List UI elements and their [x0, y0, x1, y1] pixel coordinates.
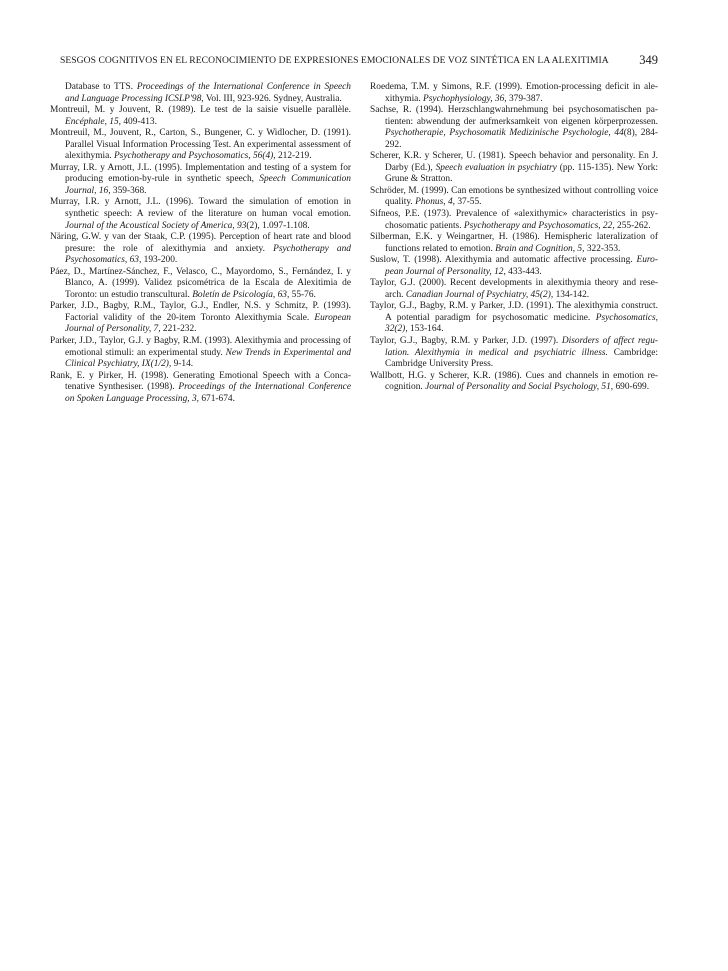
reference-entry: Taylor, G.J., Bagby, R.M. y Parker, J.D. (1997). Disorders of affect regulation. Alexithymia in medical and psychiatric illness. Cambridge: Cambridge University Press.	[370, 336, 659, 370]
reference-entry: Wallbott, H.G. y Scherer, K.R. (1986). Cues and channels in emotion recognition. Journal of Personality and Social Psychology, 51, 690-699.	[370, 370, 658, 393]
reference-entry: Montreuil, M. y Jouvent, R. (1989). Le test de la saisie visuelle parallèle. Encéphale, 15, 409-413.	[50, 105, 351, 127]
reference-entry: Taylor, G.J. (2000). Recent developments in alexithymia theory and research. Canadian Journal of Psychiatry, 45(2), 134-142.	[370, 278, 658, 300]
reference-entry: Roedema, T.M. y Simons, R.F. (1999). Emotion-processing deficit in alexithymia. Psychophysiology, 36, 379-387.	[370, 82, 658, 104]
reference-entry: Parker, J.D., Bagby, R.M., Taylor, G.J., Endler, N.S. y Schmitz, P. (1993). Factorial validity of the 20-item Toronto Alexithymia Scale. European Journal of Personality, 7, 221-232.	[50, 301, 351, 335]
reference-entry: Taylor, G.J., Bagby, R.M. y Parker, J.D. (1991). The alexithymia construct. A potential paradigm for psychosomatic medicine. Psychosomatics, 32(2), 153-164.	[370, 301, 658, 335]
reference-entry: Murray, I.R. y Arnott, J.L. (1996). Toward the simulation of emotion in synthetic speech: A review of the literature on human vocal emotion. Journal of the Acoustical Society of America, 93(2), 1.097-1.108.	[50, 197, 351, 231]
references-left-column	[50, 82, 351, 405]
reference-entry: Näring, G.W. y van der Staak, C.P. (1995). Perception of heart rate and blood presure: the role of alexithymia and anxiety. Psychotherapy and Psychosomatics, 63, 193-200.	[50, 232, 351, 266]
reference-entry: Database to TTS. Proceedings of the International Conference in Speech and Language Processing ICSLP'98, Vol. III, 923-926. Sydney, Australia.	[65, 82, 351, 104]
reference-entry: Parker, J.D., Taylor, G.J. y Bagby, R.M. (1993). Alexithymia and processing of emotional stimuli: an experimental study. New Trends in Experimental and Clinical Psychiatry, IX(1/2), 9-14.	[50, 336, 351, 370]
reference-entry: Páez, D., Martínez-Sánchez, F., Velasco, C., Mayordomo, S., Fernández, I. y Blanco, A. (1999). Validez psicométrica de la Escala de Alexitimia de Toronto: un estudio transcultural. Boletín de Psicología, 63, 55-76.	[50, 266, 351, 300]
reference-entry: Sifneos, P.E. (1973). Prevalence of «alexithymic» characteristics in psychosomatic patients. Psychotherapy and Psychosomatics, 22, 255-262.	[370, 209, 658, 231]
reference-entry: Rank, E. y Pirker, H. (1998). Generating Emotional Speech with a Concatenative Synthesiser. (1998). Proceedings of the International Conference on Spoken Language Processing, 3, 671-674.	[50, 370, 352, 404]
running-title: SESGOS COGNITIVOS EN EL RECONOCIMIENTO DE EXPRESIONES EMOCIONALES DE VOZ SINTÉTICA EN LA ALEXITIMIA	[60, 55, 609, 66]
references-right-column	[370, 82, 658, 394]
page-number: 349	[639, 53, 658, 67]
reference-entry: Silberman, E.K. y Weingartner, H. (1986). Hemispheric lateralization of functions related to emotion. Brain and Cognition, 5, 322-353.	[370, 232, 658, 254]
reference-entry: Sachse, R. (1994). Herzschlangwahrnehmung bei psychosomatischen patienten: abwendung der aufmerksamkeit von eigenen körperprozessen. Psychotherapie, Psychosomatik Medizinische Psychologie, 44(8), 284-292.	[370, 105, 658, 150]
reference-entry: Montreuil, M., Jouvent, R., Carton, S., Bungener, C. y Widlocher, D. (1991). Parallel Visual Information Processing Test. An experimental assessment of alexithymia. Psychotherapy and Psychosomatics, 56(4), 212-219.	[50, 128, 351, 162]
reference-entry: Schröder, M. (1999). Can emotions be synthesized without controlling voice quality. Phonus, 4, 37-55.	[370, 185, 658, 208]
reference-entry: Scherer, K.R. y Scherer, U. (1981). Speech behavior and personality. En J. Darby (Ed.), Speech evaluation in psychiatry (pp. 115-135). New York: Grune & Stratton.	[370, 151, 658, 185]
running-header	[60, 54, 660, 70]
reference-entry: Suslow, T. (1998). Alexithymia and automatic affective processing. European Journal of Personality, 12, 433-443.	[370, 255, 658, 277]
reference-entry: Murray, I.R. y Arnott, J.L. (1995). Implementation and testing of a system for producing emotion-by-rule in synthetic speech, Speech Communication Journal, 16, 359-368.	[50, 162, 351, 196]
